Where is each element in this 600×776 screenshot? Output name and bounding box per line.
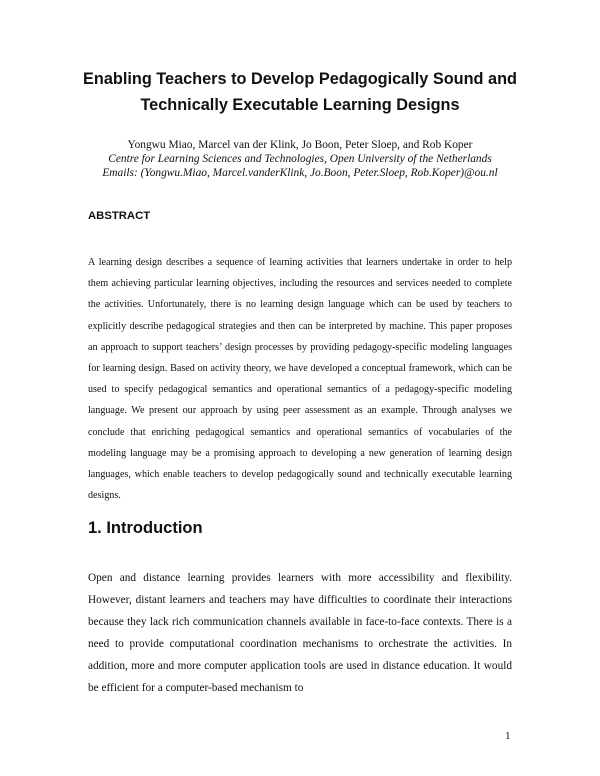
paper-title-line-1: Enabling Teachers to Develop Pedagogically Sound and: [83, 70, 517, 88]
introduction-text: Open and distance learning provides learners with more accessibility and flexibility. However, distant learners and teachers may have difficulties to coordinate their interactions because they lack rich communication channels available in face-to-face contexts. There is a need to provide computational coordination mechanisms to orchestrate the activities. In addition, more and more computer application tools are used in distance education. It would be efficient for a computer-based mechanism to: [88, 572, 512, 695]
abstract-text: A learning design describes a sequence of learning activities that learners undertake in order to help them achieving particular learning objectives, including the resources and services needed to complete the activities. Unfortunately, there is no learning design language which can be used by teachers to explicitly describe pedagogical strategies and then can be interpreted by machine. This paper proposes an approach to support teachers’ design processes by providing pedagogy-specific modeling languages for learning design. Based on activity theory, we have developed a conceptual framework, which can be used to specify pedagogical semantics and operational semantics of a pedagogy-specific modeling language. We present our approach by using peer assessment as an example. Through analyses we conclude that enriching pedagogical semantics and operational semantics of vocabularies of the modeling language may be a promising approach to developing a new generation of learning design languages, which enable teachers to develop pedagogically sound and technically executable learning designs.: [88, 257, 512, 502]
author-list: Yongwu Miao, Marcel van der Klink, Jo Boon, Peter Sloep, and Rob Koper: [127, 139, 473, 151]
affiliation: Centre for Learning Sciences and Technologies, Open University of the Netherlands: [108, 153, 492, 165]
author-emails: Emails: (Yongwu.Miao, Marcel.vanderKlink, Jo.Boon, Peter.Sloep, Rob.Koper)@ou.nl: [102, 167, 498, 179]
abstract-heading: ABSTRACT: [88, 210, 151, 222]
section-heading-introduction: 1. Introduction: [88, 519, 203, 537]
paper-title-line-2: Technically Executable Learning Designs: [140, 96, 460, 114]
page-number: 1: [505, 730, 511, 742]
